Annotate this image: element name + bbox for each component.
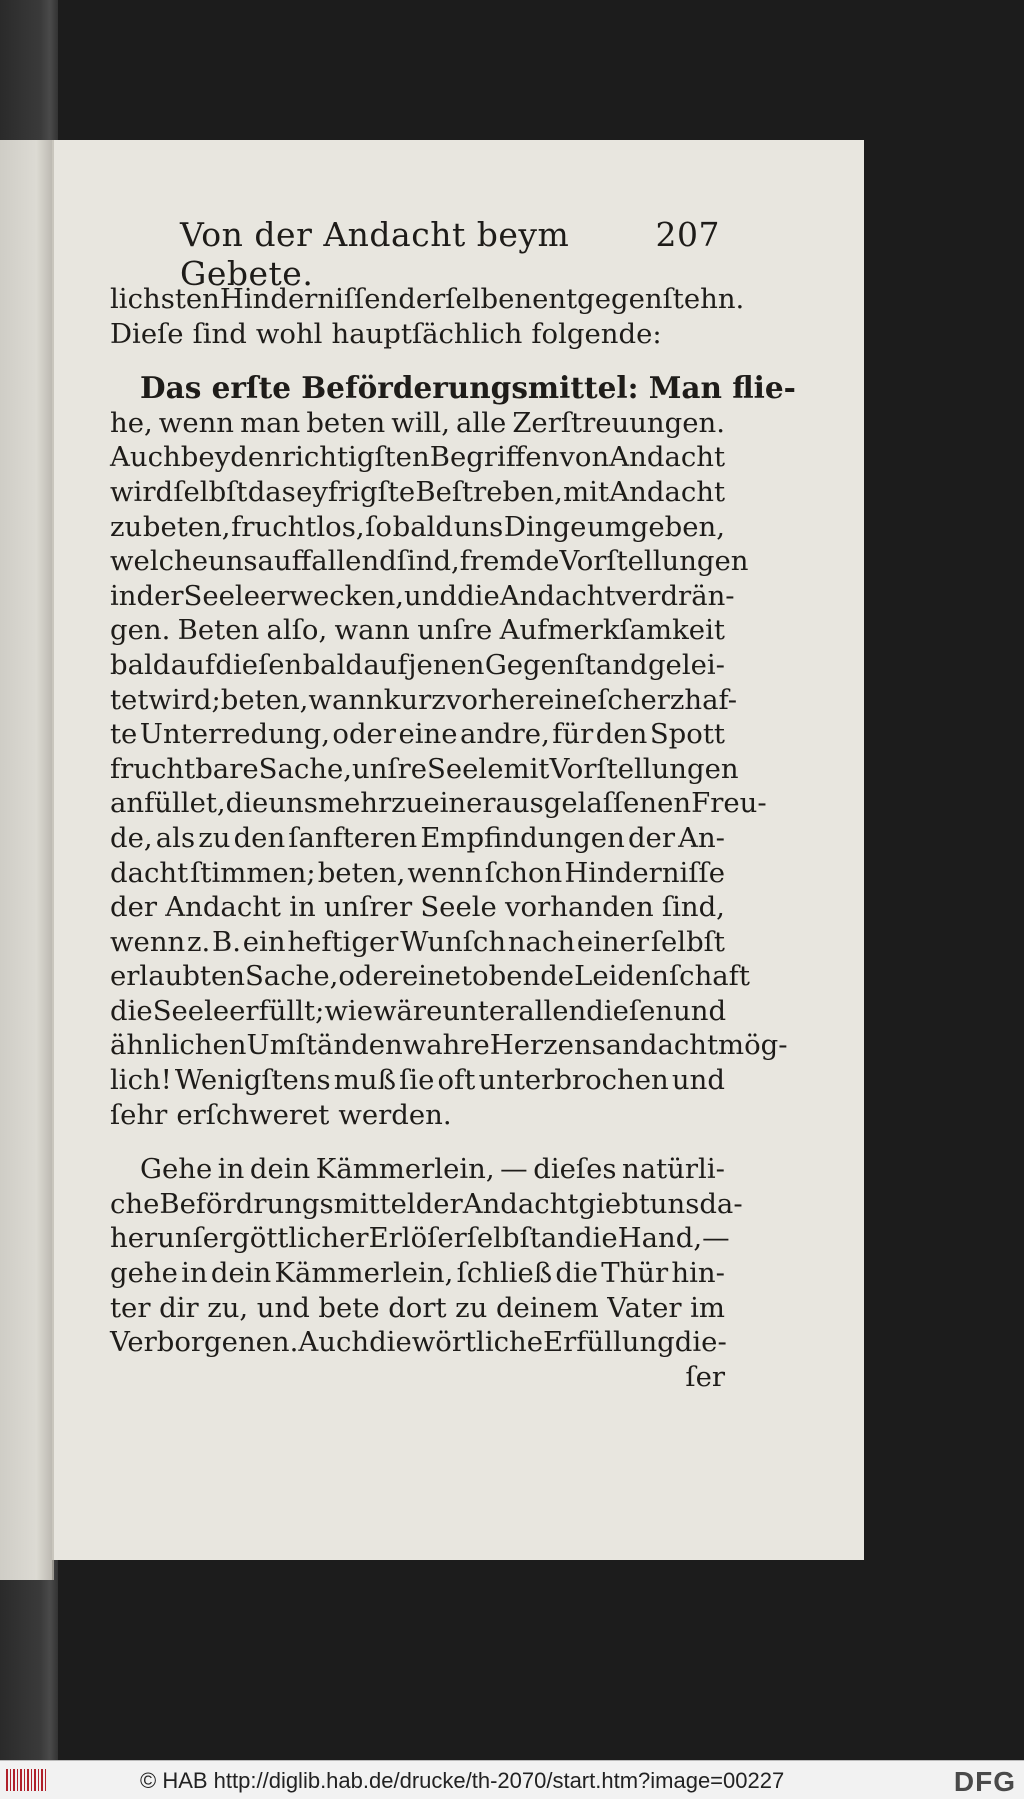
paragraph-3: [110, 1152, 743, 1360]
text-line: wird ſelbſt das eyfrigſte Beſtreben, mit Andacht: [110, 475, 725, 508]
text-line: Verborgenen. Auch die wörtliche Erfüllung die-: [110, 1326, 727, 1359]
text-line: anfüllet, die uns mehr zu einer ausgelaſſenen Freu-: [110, 787, 767, 820]
text-line: bald auf dieſen bald auf jenen Gegenſtand gelei-: [110, 648, 725, 681]
previous-page-edge: [0, 140, 54, 1580]
footer-bar: [0, 1760, 1024, 1799]
text-line: Dieſe ſind wohl hauptſächlich folgende:: [110, 317, 662, 350]
text-line: ter dir zu, und bete dort zu deinem Vater im: [110, 1291, 725, 1324]
paragraph-1: [110, 282, 745, 351]
text-line: de, als zu den ſanfteren Empfindungen der An-: [110, 821, 725, 854]
text-line: der Andacht in unſrer Seele vorhanden ſind,: [110, 891, 725, 924]
paragraph-2: [110, 406, 788, 1132]
text-line: lich! Wenigſtens muß ſie oft unterbrochen und: [110, 1064, 725, 1097]
text-line: welche uns auffallend ſind, fremde Vorſtellungen: [110, 545, 749, 578]
text-line: dacht ſtimmen; beten, wenn ſchon Hinderniſſe: [110, 856, 725, 889]
text-line: lichsten Hinderniſſen derſelben entgegenſtehn.: [110, 283, 745, 315]
text-line: fruchtbare Sache, unſre Seele mit Vorſtellungen: [110, 752, 739, 785]
footer-copyright-link[interactable]: © HAB http://diglib.hab.de/drucke/th-2070/start.htm?image=00227: [140, 1768, 785, 1793]
body-text: [110, 282, 796, 1394]
paragraph-2-lead: Das erſte Beförderungsmittel: Man flie-: [140, 370, 796, 406]
text-line: ähnlichen Umſtänden wahre Herzensandacht mög-: [110, 1029, 788, 1062]
barcode-icon: [6, 1769, 46, 1791]
text-line: he, wenn man beten will, alle Zerſtreuungen.: [110, 406, 725, 439]
text-line: in der Seele erwecken, und die Andacht verdrän-: [110, 579, 735, 612]
running-head-title: Von der Andacht beym Gebete.: [180, 215, 570, 293]
text-line: her unſer göttlicher Erlöſer ſelbſt an die Hand, —: [110, 1222, 730, 1255]
text-line: Auch bey den richtigſten Begriffen von Andacht: [110, 441, 725, 474]
text-line: erlaubten Sache, oder eine tobende Leidenſchaft: [110, 960, 750, 993]
text-line: tet wird; beten, wann kurz vorher eine ſcherzhaf-: [110, 683, 738, 716]
text-line: te Unterredung, oder eine andre, für den Spott: [110, 718, 725, 751]
catchword: ſer: [685, 1360, 725, 1393]
text-line: die Seele erfüllt; wie wäre unter allen dieſen und: [110, 994, 727, 1027]
text-line: wenn z. B. ein heftiger Wunſch nach einer ſelbſt: [110, 925, 725, 958]
text-line: che Befördrungsmittel der Andacht giebt uns da-: [110, 1187, 743, 1220]
page-number: 207: [655, 215, 720, 254]
text-line: gen. Beten alſo, wann unſre Aufmerkſamkeit: [110, 614, 725, 647]
text-line: Gehe in dein Kämmerlein, — dieſes natürli-: [140, 1153, 725, 1186]
text-line: zu beten, fruchtlos, ſo bald uns Dinge umgeben,: [110, 510, 725, 543]
dfg-logo: DFG: [953, 1766, 1016, 1797]
text-line: ſehr erſchweret werden.: [110, 1098, 452, 1131]
text-line: gehe in dein Kämmerlein, ſchließ die Thür hin-: [110, 1257, 725, 1290]
